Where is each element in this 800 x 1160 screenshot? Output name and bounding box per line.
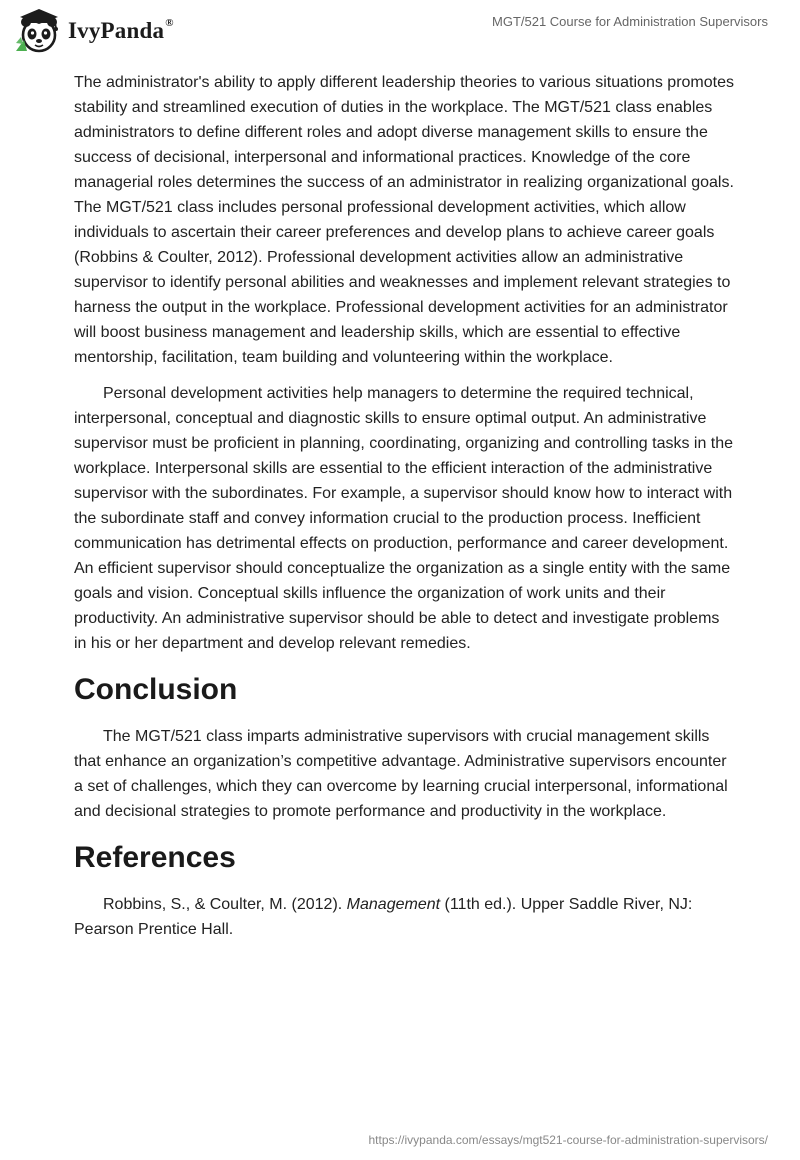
- reference-publisher: (11th ed.). Upper Saddle River, NJ: Pearson Prentice Hall.: [74, 896, 693, 938]
- essay-content: [74, 70, 734, 953]
- logo[interactable]: [14, 7, 174, 53]
- reference-book-title: Management: [346, 896, 441, 913]
- reference-authors: Robbins, S., & Coulter, M. (2012).: [103, 896, 347, 913]
- panda-logo-icon: [14, 7, 62, 53]
- document-header-title: MGT/521 Course for Administration Supervisors: [492, 14, 768, 29]
- body-paragraph-1: The administrator's ability to apply different leadership theories to various situations promotes stability and streamlined execution of duties in the workplace. The MGT/521 class enables administrators to define different roles and adopt diverse management skills to ensure the success of decisional, interpersonal and informational practices. Knowledge of the core managerial roles determines the success of an administrator in realizing organizational goals. The MGT/521 class includes personal professional development activities, which allow individuals to ascertain their career preferences and develop plans to achieve career goals (Robbins & Coulter, 2012). Professional development activities allow an administrative supervisor to identify personal abilities and weaknesses and implement relevant strategies to harness the output in the workplace. Professional development activities for an administrator will boost business management and leadership skills, which are essential to effective mentorship, facilitation, team building and volunteering within the workplace.: [74, 74, 734, 366]
- reference-entry: [74, 892, 734, 942]
- body-paragraph-2: Personal development activities help managers to determine the required technical, interpersonal, conceptual and diagnostic skills to ensure optimal output. An administrative supervisor must be proficient in planning, coordinating, organizing and controlling tasks in the workplace. Interpersonal skills are essential to the efficient interaction of the administrative supervisor with the subordinates. For example, a supervisor should know how to interact with the subordinate staff and convey information crucial to the production process. Inefficient communication has detrimental effects on production, performance and career development. An efficient supervisor should conceptualize the organization as a single entity with the same goals and vision. Conceptual skills influence the organization of work units and their productivity. An administrative supervisor should be able to detect and investigate problems in his or her department and develop relevant remedies.: [74, 385, 734, 652]
- references-heading: References: [74, 841, 236, 874]
- conclusion-heading: Conclusion: [74, 673, 238, 706]
- logo-text: [68, 18, 174, 44]
- registered-mark: ®: [165, 17, 174, 30]
- logo-name: IvyPanda: [68, 18, 165, 43]
- footer-url-link[interactable]: https://ivypanda.com/essays/mgt521-course-for-administration-supervisors/: [368, 1133, 768, 1147]
- conclusion-paragraph: The MGT/521 class imparts administrative supervisors with crucial management skills that enhance an organization’s competitive advantage. Administrative supervisors encounter a set of challenges, which they can overcome by learning crucial interpersonal, informational and decisional strategies to promote performance and productivity in the workplace.: [74, 728, 728, 820]
